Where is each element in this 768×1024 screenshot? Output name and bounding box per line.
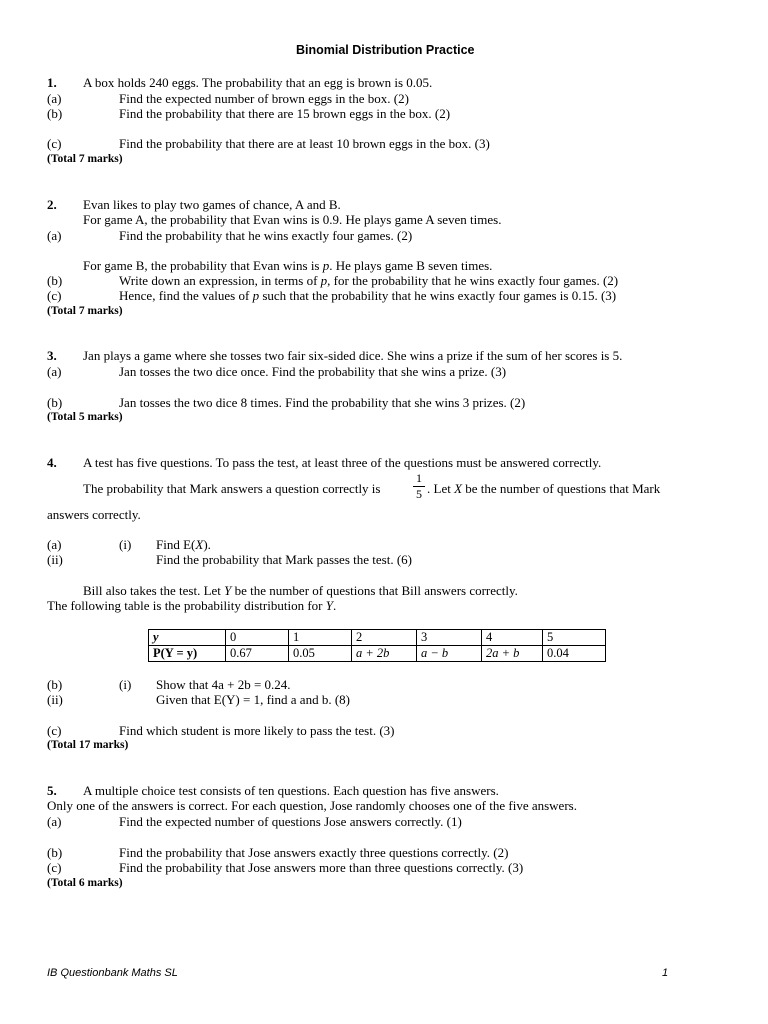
table-cell: 5 (543, 630, 606, 646)
question-2c-text: Hence, find the values of p such that the probability that he wins exactly four games is 0.15. (3) (119, 288, 617, 303)
table-cell: 4 (482, 630, 543, 646)
question-2-total: (Total 7 marks) (47, 305, 123, 317)
question-1-number: 1. (47, 75, 57, 90)
question-1c-text: Find the probability that there are at least 10 brown eggs in the box. (3) (119, 136, 490, 151)
question-5-total: (Total 6 marks) (47, 877, 123, 889)
question-4c-label: (c) (47, 723, 62, 738)
question-4-stem-5: The following table is the probability distribution for Y. (47, 598, 337, 613)
question-4-number: 4. (47, 455, 57, 470)
question-1a-text: Find the expected number of brown eggs in the box. (2) (119, 91, 409, 106)
question-5a-text: Find the expected number of questions Jose answers correctly. (1) (119, 814, 462, 829)
question-4a-i-text: Find E(X). (156, 537, 211, 552)
question-5c-label: (c) (47, 860, 62, 875)
probability-distribution-table (148, 629, 606, 662)
question-3a-text: Jan tosses the two dice once. Find the probability that she wins a prize. (3) (119, 364, 507, 379)
question-1c-label: (c) (47, 136, 62, 151)
question-4b-label: (b) (47, 677, 63, 692)
question-5b-label: (b) (47, 845, 63, 860)
table-header-y: y (149, 630, 226, 646)
question-2-number: 2. (47, 197, 57, 212)
question-4a-i-label: (i) (119, 537, 132, 552)
question-3-total: (Total 5 marks) (47, 411, 123, 423)
question-2-stem-1: Evan likes to play two games of chance, A and B. (83, 197, 341, 212)
question-4a-ii-text: Find the probability that Mark passes the test. (6) (156, 552, 412, 567)
question-4a-ii-label: (ii) (47, 552, 63, 567)
page-title: Binomial Distribution Practice (296, 43, 475, 57)
question-5-stem-2: Only one of the answers is correct. For each question, Jose randomly chooses one of the five answers. (47, 798, 577, 813)
question-4-stem-2-left: The probability that Mark answers a question correctly is (83, 481, 381, 496)
question-4b-ii-text: Given that E(Y) = 1, find a and b. (8) (156, 692, 350, 707)
table-header-probability: P(Y = y) (149, 646, 226, 662)
question-2-stem-3: For game B, the probability that Evan wins is p. He plays game B seven times. (83, 258, 493, 273)
question-1b-text: Find the probability that there are 15 brown eggs in the box. (2) (119, 106, 451, 121)
question-3a-label: (a) (47, 364, 62, 379)
question-5b-text: Find the probability that Jose answers exactly three questions correctly. (2) (119, 845, 509, 860)
question-5-stem-1: A multiple choice test consists of ten questions. Each question has five answers. (83, 783, 499, 798)
question-4b-ii-label: (ii) (47, 692, 63, 707)
question-2b-text: Write down an expression, in terms of p, for the probability that he wins exactly four games. (2) (119, 273, 619, 288)
question-5-number: 5. (47, 783, 57, 798)
table-row (149, 646, 606, 662)
question-2b-label: (b) (47, 273, 63, 288)
footer-page-number: 1 (662, 967, 669, 979)
question-2a-label: (a) (47, 228, 62, 243)
table-row (149, 630, 606, 646)
question-1a-label: (a) (47, 91, 62, 106)
question-4-stem-4: Bill also takes the test. Let Y be the number of questions that Bill answers correctly. (83, 583, 518, 598)
question-5c-text: Find the probability that Jose answers more than three questions correctly. (3) (119, 860, 524, 875)
question-4-total: (Total 17 marks) (47, 739, 129, 751)
question-2-stem-2: For game A, the probability that Evan wins is 0.9. He plays game A seven times. (83, 212, 502, 227)
question-3-number: 3. (47, 348, 57, 363)
table-cell: 0.04 (543, 646, 606, 662)
question-1-stem: A box holds 240 eggs. The probability that an egg is brown is 0.05. (83, 75, 433, 90)
footer-source: IB Questionbank Maths SL (47, 967, 178, 979)
fraction-numerator: 1 (416, 471, 422, 485)
table-cell: 2 (352, 630, 417, 646)
question-3-stem: Jan plays a game where she tosses two fair six-sided dice. She wins a prize if the sum of her scores is 5. (83, 348, 623, 363)
table-cell: 3 (417, 630, 482, 646)
table-cell: a − b (417, 646, 482, 662)
table-cell: 0 (226, 630, 289, 646)
table-cell: 1 (289, 630, 352, 646)
question-4b-i-text: Show that 4a + 2b = 0.24. (156, 677, 291, 692)
question-4-stem-2-right: . Let X be the number of questions that Mark (427, 481, 661, 496)
table-cell: 0.05 (289, 646, 352, 662)
question-1b-label: (b) (47, 106, 63, 121)
question-2a-text: Find the probability that he wins exactly four games. (2) (119, 228, 413, 243)
question-4c-text: Find which student is more likely to pass the test. (3) (119, 723, 395, 738)
table-cell: 2a + b (482, 646, 543, 662)
question-4-stem-1: A test has five questions. To pass the test, at least three of the questions must be answered correctly. (83, 455, 602, 470)
table-cell: a + 2b (352, 646, 417, 662)
fraction-denominator: 5 (416, 487, 422, 501)
question-4b-i-label: (i) (119, 677, 132, 692)
question-4-stem-3: answers correctly. (47, 507, 141, 522)
question-3b-text: Jan tosses the two dice 8 times. Find the probability that she wins 3 prizes. (2) (119, 395, 526, 410)
question-2c-label: (c) (47, 288, 62, 303)
question-1-total: (Total 7 marks) (47, 153, 123, 165)
question-5a-label: (a) (47, 814, 62, 829)
question-3b-label: (b) (47, 395, 63, 410)
fraction-one-fifth (413, 472, 425, 501)
table-cell: 0.67 (226, 646, 289, 662)
question-4a-label: (a) (47, 537, 62, 552)
